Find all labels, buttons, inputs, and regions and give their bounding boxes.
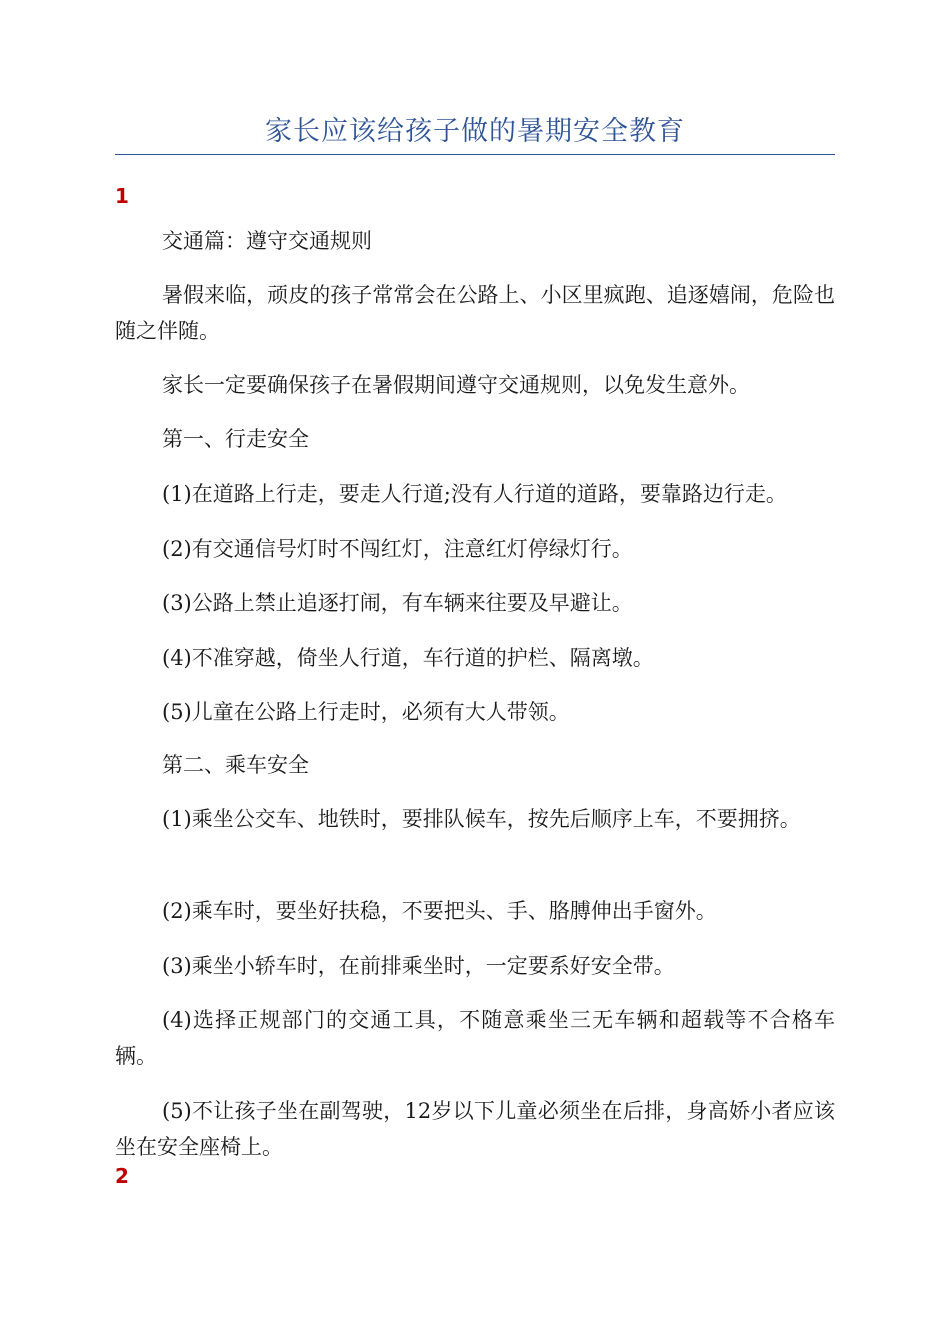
paragraph-riding-5: (5)不让孩子坐在副驾驶，12岁以下儿童必须坐在后排，身高娇小者应该坐在安全座椅上。	[115, 1099, 835, 1159]
paragraph-walking-4: (4)不准穿越，倚坐人行道，车行道的护栏、隔离墩。	[162, 646, 654, 670]
paragraph-intro: 暑假来临，顽皮的孩子常常会在公路上、小区里疯跑、追逐嬉闹，危险也随之伴随。	[115, 283, 835, 343]
paragraph-traffic-heading: 交通篇：遵守交通规则	[162, 229, 372, 253]
section-number-1: 1	[115, 184, 129, 208]
paragraph-walking-5: (5)儿童在公路上行走时，必须有大人带领。	[162, 700, 570, 724]
paragraph-riding-heading: 第二、乘车安全	[162, 753, 309, 777]
document-title: 家长应该给孩子做的暑期安全教育	[265, 116, 685, 147]
paragraph-riding-1: (1)乘坐公交车、地铁时，要排队候车，按先后顺序上车，不要拥挤。	[162, 807, 801, 831]
paragraph-riding-2: (2)乘车时，要坐好扶稳，不要把头、手、胳膊伸出手窗外。	[162, 899, 717, 923]
paragraph-walking-heading: 第一、行走安全	[162, 427, 309, 451]
paragraph-walking-2: (2)有交通信号灯时不闯红灯，注意红灯停绿灯行。	[162, 537, 633, 561]
paragraph-walking-1: (1)在道路上行走，要走人行道;没有人行道的道路，要靠路边行走。	[162, 482, 787, 506]
paragraph-riding-3: (3)乘坐小轿车时，在前排乘坐时，一定要系好安全带。	[162, 954, 675, 978]
section-number-2: 2	[115, 1164, 129, 1188]
paragraph-walking-3: (3)公路上禁止追逐打闹，有车辆来往要及早避让。	[162, 591, 633, 615]
title-underline	[115, 154, 835, 155]
paragraph-parent-note: 家长一定要确保孩子在暑假期间遵守交通规则，以免发生意外。	[162, 373, 750, 397]
paragraph-riding-4: (4)选择正规部门的交通工具，不随意乘坐三无车辆和超载等不合格车辆。	[115, 1008, 835, 1068]
